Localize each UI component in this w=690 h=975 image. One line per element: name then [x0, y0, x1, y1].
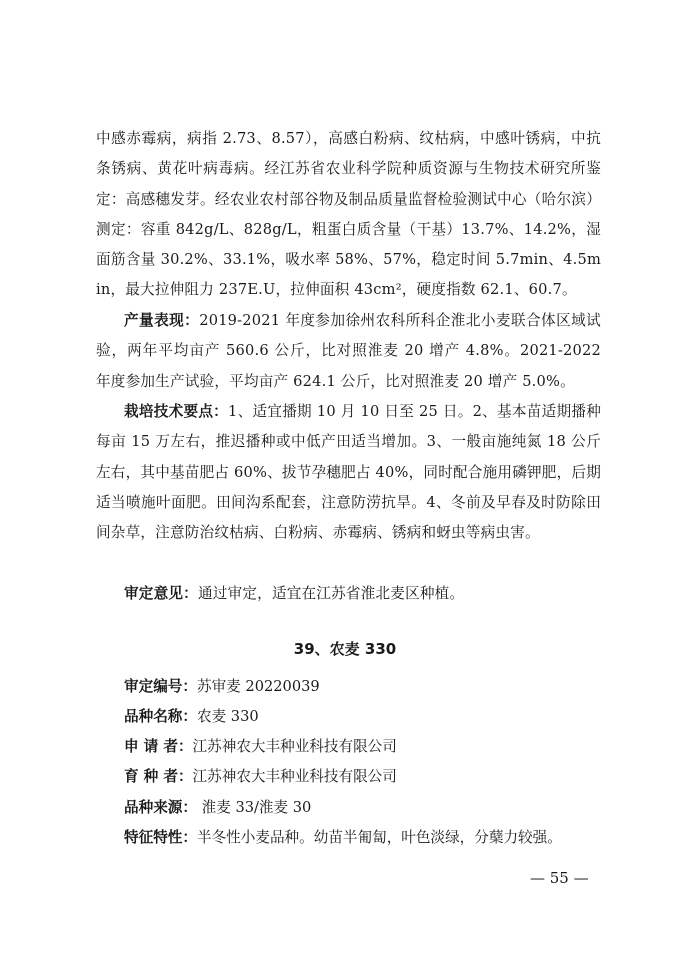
opinion-label: 审定意见：: [124, 585, 198, 602]
field-value: 江苏神农大丰种业科技有限公司: [192, 738, 397, 755]
field-variety-source: [124, 796, 604, 820]
paragraph-yield: [96, 306, 601, 397]
field-applicant: [124, 735, 604, 759]
opinion-text: 通过审定，适宜在江苏省淮北麦区种植。: [197, 585, 465, 602]
field-value: 苏审麦 20220039: [196, 678, 320, 695]
field-value: 江苏神农大丰种业科技有限公司: [192, 768, 397, 785]
field-label: 审定编号：: [124, 678, 197, 695]
cultivation-label: 栽培技术要点：: [124, 403, 229, 420]
section-title: 39、农麦 330: [293, 640, 397, 658]
field-variety-name: [124, 705, 604, 729]
field-value: 淮麦 33/淮麦 30: [196, 799, 312, 816]
paragraph-text: 中感赤霉病，病指 2.73、8.57），高感白粉病、纹枯病，中感叶锈病，中抗条锈病、黄花叶病毒病。经江苏省农业科学院种质资源与生物技术研究所鉴定：高感穗发芽。经农业农村部谷物及制品质量监督检验测试中心（哈尔滨）测定：容重 842g/L、828g/L，粗蛋白质含量（干基）13.7%、14.2%，湿面筋含量 30.2%、33.1%，吸水率 58%、57%，稳定时间 5.7min、4.5min，最大拉伸阻力 237E.U，拉伸面积 43cm²，硬度指数 62.1、60.7。: [96, 130, 601, 299]
paragraph-opinion: [96, 579, 601, 609]
field-breeder: [124, 765, 604, 789]
field-label: 特征特性：: [124, 829, 197, 846]
field-label: 申 请 者：: [124, 738, 193, 755]
field-approval-number: [124, 675, 604, 699]
field-value: 半冬性小麦品种。幼苗半匍匐，叶色淡绿，分蘖力较强。: [196, 829, 562, 846]
paragraph-cultivation: [96, 397, 601, 548]
page-number: — 55 —: [530, 869, 589, 887]
field-characteristics: [124, 826, 604, 850]
yield-label: 产量表现：: [124, 312, 200, 329]
field-label: 品种名称：: [124, 708, 197, 725]
yield-text: 2019-2021 年度参加徐州农科所科企淮北小麦联合体区域试验，两年平均亩产 560.6 公斤，比对照淮麦 20 增产 4.8%。2021-2022 年度参加生产试验，平均亩产 624.1 公斤，比对照淮麦 20 增产 5.0%。: [96, 312, 601, 390]
field-label: 品种来源：: [124, 799, 197, 816]
cultivation-text: 1、适宜播期 10 月 10 日至 25 日。2、基本苗适期播种每亩 15 万左右，推迟播种或中低产田适当增加。3、一般亩施纯氮 18 公斤左右，其中基苗肥占 60%、拔节孕穗肥占 40%，同时配合施用磷钾肥，后期适当喷施叶面肥。田间沟系配套，注意防涝抗旱。4、冬前及早春及时防除田间杂草，注意防治纹枯病、白粉病、赤霉病、锈病和蚜虫等病虫害。: [96, 403, 601, 542]
paragraph-disease-quality: [96, 124, 601, 306]
field-label: 育 种 者：: [124, 768, 193, 785]
field-value: 农麦 330: [196, 708, 259, 725]
